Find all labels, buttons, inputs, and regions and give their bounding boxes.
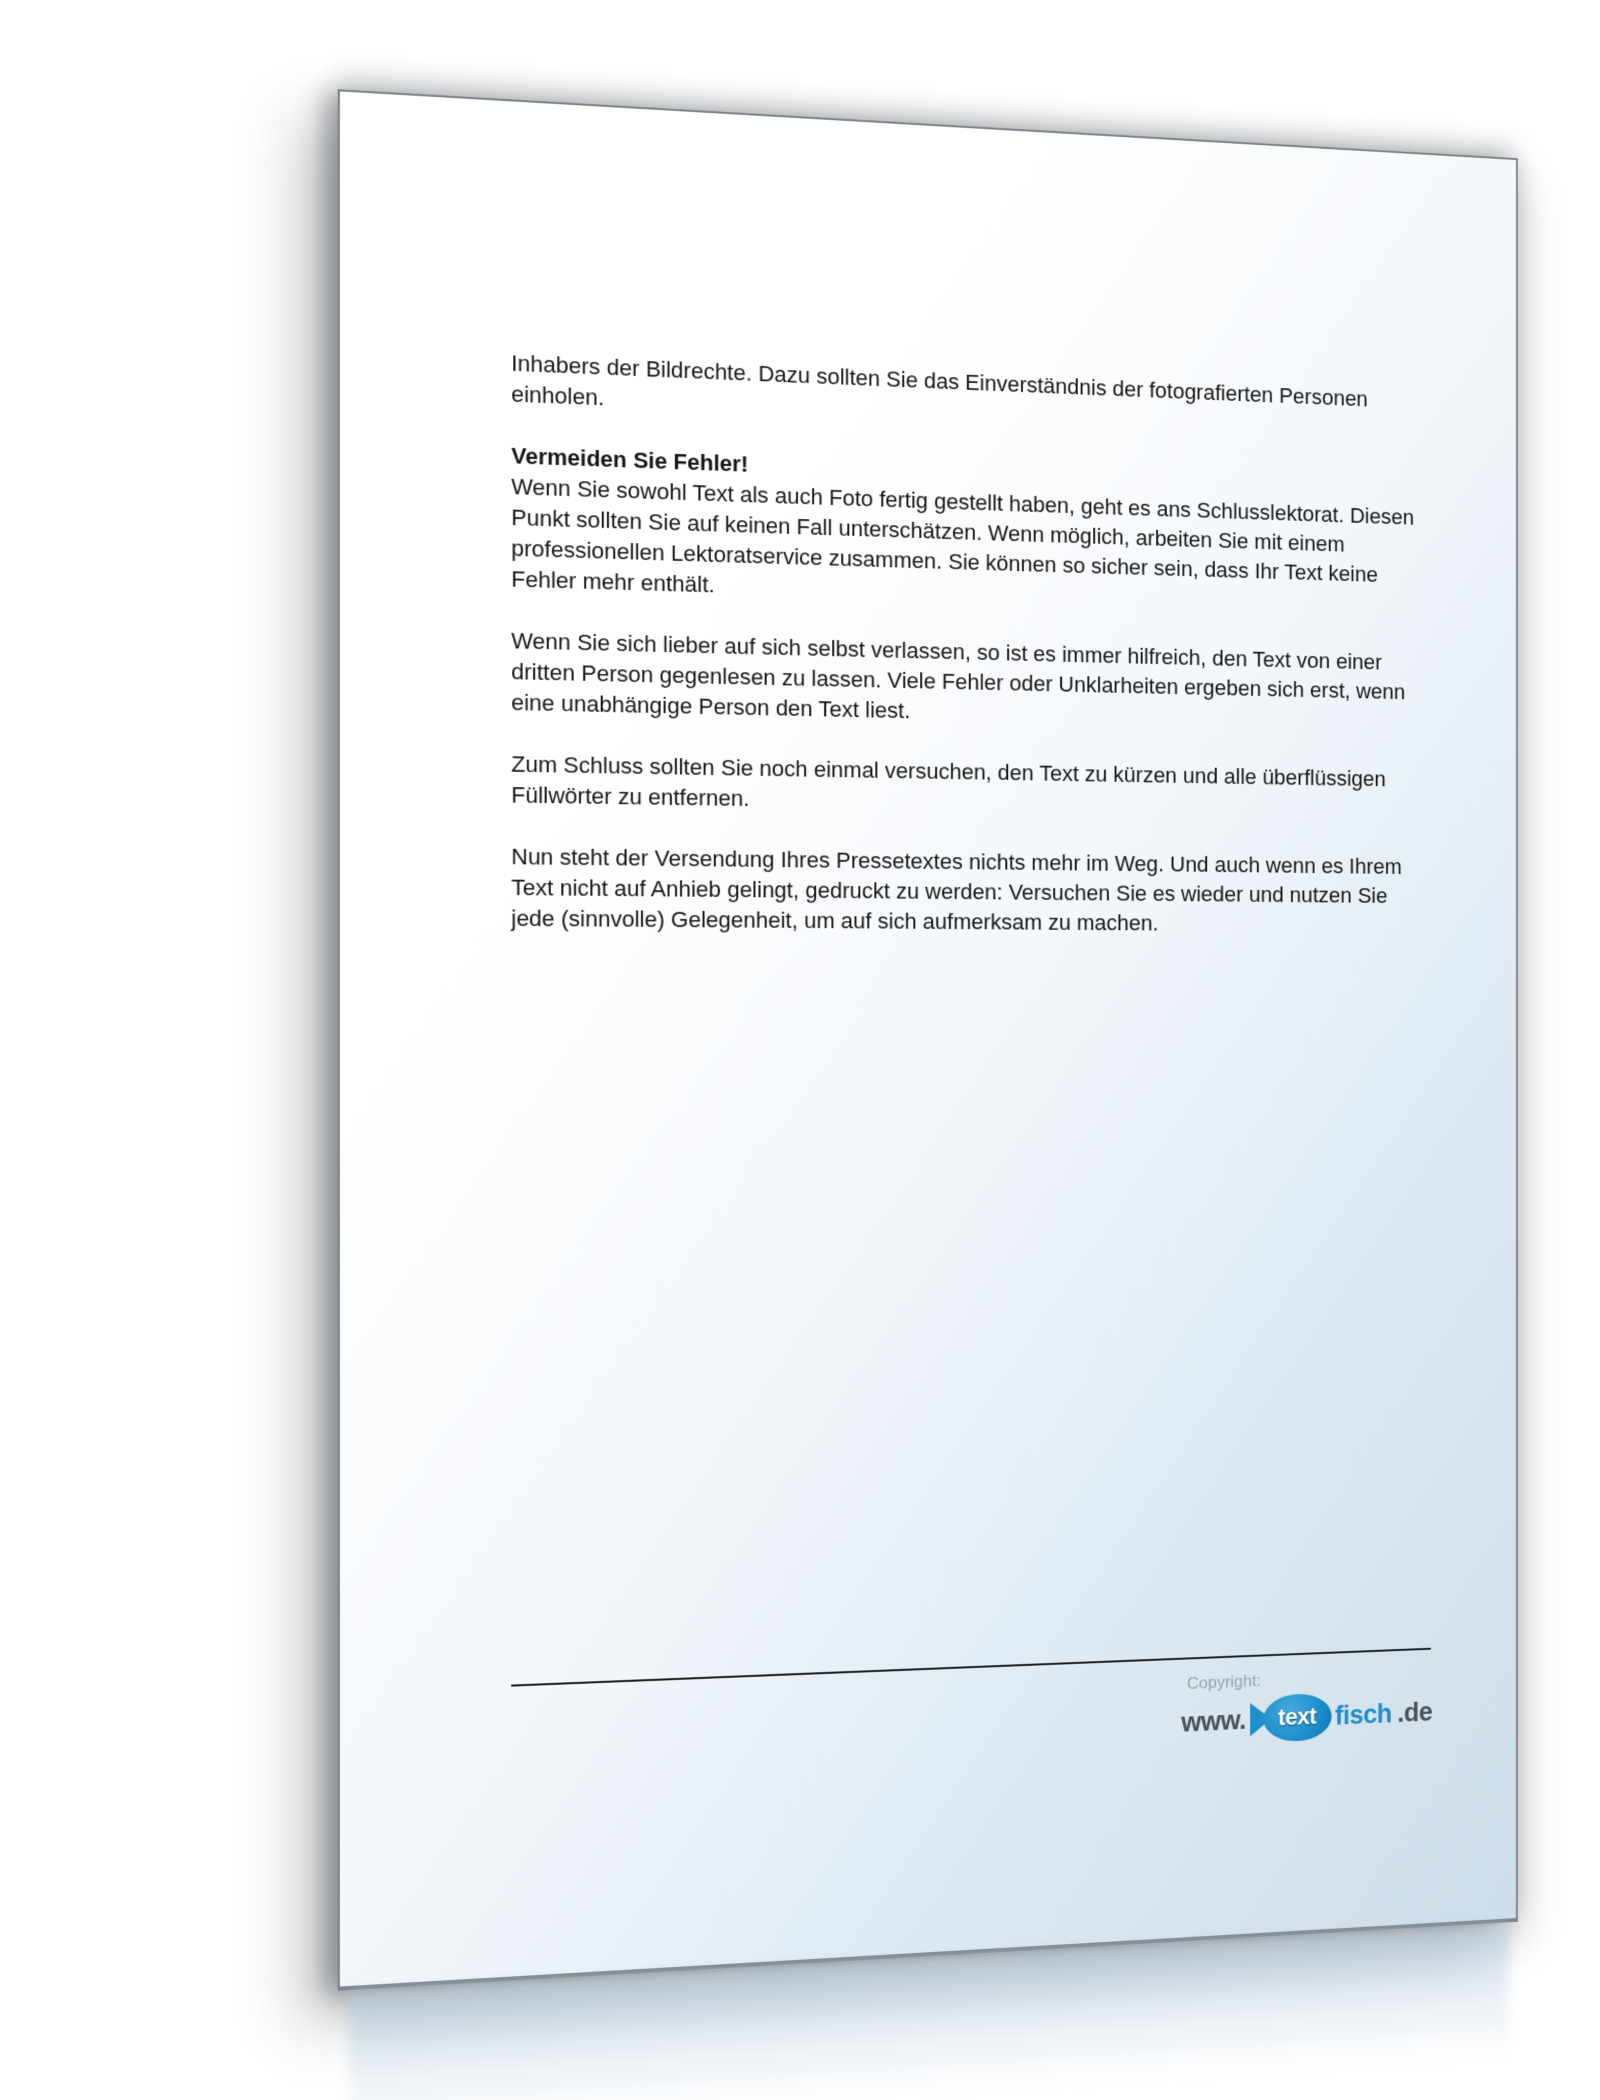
logo-www-prefix: www. [1181,1704,1246,1738]
document-text-block [511,348,1425,969]
paragraph-intro: Inhabers der Bildrechte. Dazu sollten Sie das Einverständnis der fotografierten Personen einholen. [511,350,1368,412]
copyright-label: Copyright: [1186,1671,1262,1693]
textfisch-fish-icon [1250,1693,1331,1744]
logo-fish-word: text [1277,1703,1317,1732]
paragraph-shorten: Zum Schluss sollten Sie noch einmal versuchen, den Text zu kürzen und alle überflüssigen Füllwörter zu entfernen. [511,751,1386,812]
paragraph-sending: Nun steht der Versendung Ihres Pressetextes nichts mehr im Weg. Und auch wenn es Ihrem Text nicht auf Anhieb gelingt, gedruckt zu werden: Versuchen Sie es wieder und nutzen Sie jede (sinnvolle) Gelegenheit, um auf sich aufmerksam zu machen. [511,843,1402,936]
section-heading-avoid-errors: Vermeiden Sie Fehler! [511,442,749,477]
paragraph-lektorat: Wenn Sie sowohl Text als auch Foto fertig gestellt haben, geht es ans Schlusslektorat. Diesen Punkt sollten Sie auf keinen Fall unterschätzen. Wenn möglich, arbeiten Sie mit einem professionellen Lektoratservice zusammen. Sie können so sicher sein, dass Ihr Text keine Fehler mehr enthält. [511,473,1415,598]
footer-brand-block [1181,1663,1433,1746]
document-page [338,89,1518,1991]
logo-name-suffix: fisch [1334,1698,1392,1731]
paragraph-third-person: Wenn Sie sich lieber auf sich selbst verlassen, so ist es immer hilfreich, den Text von einer dritten Person gegenlesen zu lassen. Viele Fehler oder Unklarheiten ergeben sich erst, wenn eine unabhängige Person den Text liest. [511,627,1406,724]
textfisch-logo [1181,1689,1433,1747]
logo-domain-suffix: .de [1397,1696,1433,1728]
fish-body-shape [1263,1693,1331,1743]
